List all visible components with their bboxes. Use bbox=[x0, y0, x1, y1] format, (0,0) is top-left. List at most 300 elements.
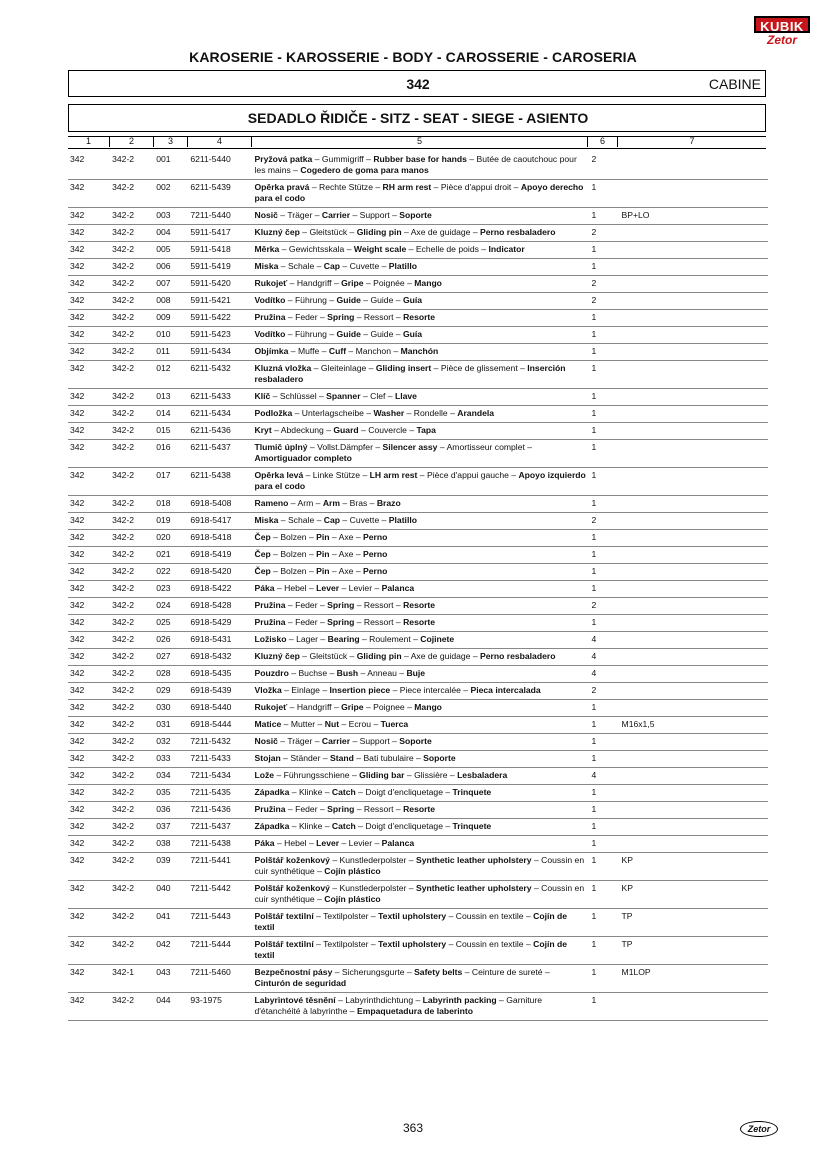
row-description-cell: Měrka – Gewichtsskala – Weight scale – Echelle de poids – Indicator bbox=[253, 242, 590, 259]
zetor-footer-logo: Zetor bbox=[740, 1121, 778, 1137]
row-position-cell: 035 bbox=[154, 785, 188, 802]
row-part-number-cell: 6211-5436 bbox=[188, 423, 252, 440]
row-subgroup-cell: 342-2 bbox=[110, 717, 154, 734]
row-position-cell: 020 bbox=[154, 530, 188, 547]
table-row bbox=[68, 785, 768, 802]
table-row bbox=[68, 909, 768, 937]
page-number: 363 bbox=[402, 1121, 424, 1135]
row-part-number-cell: 6918-5435 bbox=[188, 666, 252, 683]
row-subgroup-cell: 342-2 bbox=[110, 666, 154, 683]
row-description-cell: Bezpečnostní pásy – Sicherungsgurte – Safety belts – Ceinture de sureté – Cinturón de seguridad bbox=[253, 965, 590, 993]
row-part-number-cell: 7211-5433 bbox=[188, 751, 252, 768]
row-description-cell: Kluzný čep – Gleitstück – Gliding pin – Axe de guidage – Perno resbaladero bbox=[253, 225, 590, 242]
row-quantity-cell: 1 bbox=[589, 802, 619, 819]
table-row bbox=[68, 208, 768, 225]
table-row bbox=[68, 819, 768, 836]
row-note-cell bbox=[620, 547, 768, 564]
row-subgroup-cell: 342-2 bbox=[110, 344, 154, 361]
row-description-cell: Pouzdro – Buchse – Bush – Anneau – Buje bbox=[253, 666, 590, 683]
table-row bbox=[68, 423, 768, 440]
row-description-cell: Pružina – Feder – Spring – Ressort – Resorte bbox=[253, 310, 590, 327]
column-header: 2 bbox=[110, 136, 154, 147]
row-quantity-cell: 1 bbox=[589, 440, 619, 468]
row-note-cell bbox=[620, 242, 768, 259]
table-row bbox=[68, 468, 768, 496]
row-quantity-cell: 4 bbox=[589, 768, 619, 785]
row-quantity-cell: 1 bbox=[589, 327, 619, 344]
row-group-cell: 342 bbox=[68, 389, 110, 406]
row-description-cell: Čep – Bolzen – Pin – Axe – Perno bbox=[253, 530, 590, 547]
row-note-cell bbox=[620, 468, 768, 496]
row-quantity-cell: 1 bbox=[589, 547, 619, 564]
row-note-cell bbox=[620, 180, 768, 208]
table-row bbox=[68, 802, 768, 819]
row-part-number-cell: 5911-5418 bbox=[188, 242, 252, 259]
row-subgroup-cell: 342-2 bbox=[110, 598, 154, 615]
row-quantity-cell: 1 bbox=[589, 734, 619, 751]
row-part-number-cell: 6918-5408 bbox=[188, 496, 252, 513]
row-quantity-cell: 1 bbox=[589, 853, 619, 881]
row-subgroup-cell: 342-2 bbox=[110, 819, 154, 836]
row-group-cell: 342 bbox=[68, 734, 110, 751]
row-part-number-cell: 7211-5441 bbox=[188, 853, 252, 881]
row-subgroup-cell: 342-2 bbox=[110, 581, 154, 598]
row-position-cell: 022 bbox=[154, 564, 188, 581]
table-row bbox=[68, 853, 768, 881]
row-description-cell: Vodítko – Führung – Guide – Guide – Guía bbox=[253, 293, 590, 310]
row-quantity-cell: 1 bbox=[589, 909, 619, 937]
row-subgroup-cell: 342-2 bbox=[110, 327, 154, 344]
row-note-cell bbox=[620, 785, 768, 802]
table-row bbox=[68, 993, 768, 1021]
row-description-cell: Západka – Klinke – Catch – Doigt d'encliquetage – Trinquete bbox=[253, 819, 590, 836]
row-position-cell: 033 bbox=[154, 751, 188, 768]
column-header: 3 bbox=[154, 136, 188, 147]
row-group-cell: 342 bbox=[68, 423, 110, 440]
row-quantity-cell: 1 bbox=[589, 406, 619, 423]
table-row bbox=[68, 666, 768, 683]
row-group-cell: 342 bbox=[68, 819, 110, 836]
table-row bbox=[68, 242, 768, 259]
table-row bbox=[68, 225, 768, 242]
row-part-number-cell: 5911-5420 bbox=[188, 276, 252, 293]
row-part-number-cell: 93-1975 bbox=[188, 993, 252, 1021]
parts-table bbox=[68, 152, 768, 1021]
row-note-cell bbox=[620, 666, 768, 683]
row-group-cell: 342 bbox=[68, 802, 110, 819]
row-part-number-cell: 6918-5439 bbox=[188, 683, 252, 700]
row-note-cell: KP bbox=[620, 853, 768, 881]
table-row bbox=[68, 836, 768, 853]
row-quantity-cell: 2 bbox=[589, 598, 619, 615]
row-note-cell bbox=[620, 649, 768, 666]
row-description-cell: Vodítko – Führung – Guide – Guide – Guía bbox=[253, 327, 590, 344]
section-number: 342 bbox=[406, 76, 430, 92]
row-part-number-cell: 6211-5433 bbox=[188, 389, 252, 406]
row-note-cell bbox=[620, 513, 768, 530]
row-quantity-cell: 1 bbox=[589, 717, 619, 734]
row-position-cell: 027 bbox=[154, 649, 188, 666]
row-part-number-cell: 7211-5432 bbox=[188, 734, 252, 751]
row-note-cell bbox=[620, 293, 768, 310]
row-note-cell bbox=[620, 440, 768, 468]
kubik-zetor-logo bbox=[754, 16, 810, 52]
row-position-cell: 007 bbox=[154, 276, 188, 293]
row-quantity-cell: 1 bbox=[589, 208, 619, 225]
row-description-cell: Rameno – Arm – Arm – Bras – Brazo bbox=[253, 496, 590, 513]
row-group-cell: 342 bbox=[68, 361, 110, 389]
row-description-cell: Opěrka pravá – Rechte Stütze – RH arm rest – Pièce d'appui droit – Apoyo derecho para el codo bbox=[253, 180, 590, 208]
row-subgroup-cell: 342-2 bbox=[110, 468, 154, 496]
row-subgroup-cell: 342-2 bbox=[110, 530, 154, 547]
table-row bbox=[68, 598, 768, 615]
table-row bbox=[68, 683, 768, 700]
row-position-cell: 004 bbox=[154, 225, 188, 242]
row-position-cell: 024 bbox=[154, 598, 188, 615]
row-group-cell: 342 bbox=[68, 152, 110, 180]
row-position-cell: 014 bbox=[154, 406, 188, 423]
row-group-cell: 342 bbox=[68, 406, 110, 423]
row-quantity-cell: 1 bbox=[589, 751, 619, 768]
row-position-cell: 030 bbox=[154, 700, 188, 717]
row-quantity-cell: 2 bbox=[589, 225, 619, 242]
row-group-cell: 342 bbox=[68, 785, 110, 802]
table-row bbox=[68, 361, 768, 389]
row-description-cell: Západka – Klinke – Catch – Doigt d'encliquetage – Trinquete bbox=[253, 785, 590, 802]
row-part-number-cell: 6918-5419 bbox=[188, 547, 252, 564]
row-part-number-cell: 6211-5434 bbox=[188, 406, 252, 423]
row-position-cell: 026 bbox=[154, 632, 188, 649]
row-description-cell: Rukojeť – Handgriff – Gripe – Poignee – Mango bbox=[253, 700, 590, 717]
row-subgroup-cell: 342-1 bbox=[110, 965, 154, 993]
row-subgroup-cell: 342-2 bbox=[110, 389, 154, 406]
row-part-number-cell: 6211-5438 bbox=[188, 468, 252, 496]
row-part-number-cell: 7211-5435 bbox=[188, 785, 252, 802]
row-subgroup-cell: 342-2 bbox=[110, 909, 154, 937]
row-part-number-cell: 7211-5436 bbox=[188, 802, 252, 819]
row-part-number-cell: 6918-5417 bbox=[188, 513, 252, 530]
row-subgroup-cell: 342-2 bbox=[110, 259, 154, 276]
row-position-cell: 002 bbox=[154, 180, 188, 208]
row-position-cell: 012 bbox=[154, 361, 188, 389]
row-group-cell: 342 bbox=[68, 581, 110, 598]
row-position-cell: 032 bbox=[154, 734, 188, 751]
row-note-cell: TP bbox=[620, 909, 768, 937]
row-group-cell: 342 bbox=[68, 632, 110, 649]
row-note-cell bbox=[620, 361, 768, 389]
row-quantity-cell: 4 bbox=[589, 666, 619, 683]
row-note-cell bbox=[620, 836, 768, 853]
table-row bbox=[68, 276, 768, 293]
row-group-cell: 342 bbox=[68, 440, 110, 468]
row-part-number-cell: 7211-5442 bbox=[188, 881, 252, 909]
row-description-cell: Lože – Führungsschiene – Gliding bar – Glissière – Lesbaladera bbox=[253, 768, 590, 785]
row-description-cell: Pružina – Feder – Spring – Ressort – Resorte bbox=[253, 598, 590, 615]
table-row bbox=[68, 496, 768, 513]
table-row bbox=[68, 768, 768, 785]
row-position-cell: 008 bbox=[154, 293, 188, 310]
row-description-cell: Polštář textilní – Textilpolster – Textil upholstery – Coussin en textile – Cojín de textil bbox=[253, 937, 590, 965]
row-position-cell: 044 bbox=[154, 993, 188, 1021]
row-subgroup-cell: 342-2 bbox=[110, 513, 154, 530]
row-note-cell bbox=[620, 344, 768, 361]
row-part-number-cell: 6211-5437 bbox=[188, 440, 252, 468]
row-note-cell: BP+LO bbox=[620, 208, 768, 225]
row-part-number-cell: 5911-5417 bbox=[188, 225, 252, 242]
row-group-cell: 342 bbox=[68, 615, 110, 632]
row-note-cell bbox=[620, 615, 768, 632]
table-row bbox=[68, 632, 768, 649]
row-part-number-cell: 6918-5428 bbox=[188, 598, 252, 615]
row-group-cell: 342 bbox=[68, 242, 110, 259]
table-row bbox=[68, 581, 768, 598]
table-row bbox=[68, 649, 768, 666]
row-position-cell: 006 bbox=[154, 259, 188, 276]
row-quantity-cell: 1 bbox=[589, 581, 619, 598]
row-quantity-cell: 1 bbox=[589, 259, 619, 276]
table-row bbox=[68, 406, 768, 423]
row-group-cell: 342 bbox=[68, 259, 110, 276]
row-position-cell: 009 bbox=[154, 310, 188, 327]
section-name: CABINE bbox=[708, 76, 761, 92]
column-header: 6 bbox=[588, 136, 618, 147]
row-description-cell: Pružina – Feder – Spring – Ressort – Resorte bbox=[253, 615, 590, 632]
row-position-cell: 011 bbox=[154, 344, 188, 361]
row-position-cell: 040 bbox=[154, 881, 188, 909]
row-subgroup-cell: 342-2 bbox=[110, 276, 154, 293]
row-description-cell: Páka – Hebel – Lever – Levier – Palanca bbox=[253, 836, 590, 853]
row-position-cell: 003 bbox=[154, 208, 188, 225]
column-header-row bbox=[68, 136, 766, 149]
row-part-number-cell: 6918-5432 bbox=[188, 649, 252, 666]
row-quantity-cell: 1 bbox=[589, 937, 619, 965]
row-subgroup-cell: 342-2 bbox=[110, 768, 154, 785]
row-quantity-cell: 1 bbox=[589, 361, 619, 389]
row-position-cell: 021 bbox=[154, 547, 188, 564]
row-subgroup-cell: 342-2 bbox=[110, 293, 154, 310]
row-group-cell: 342 bbox=[68, 853, 110, 881]
row-note-cell bbox=[620, 225, 768, 242]
row-subgroup-cell: 342-2 bbox=[110, 881, 154, 909]
row-note-cell bbox=[620, 751, 768, 768]
table-row bbox=[68, 615, 768, 632]
row-quantity-cell: 1 bbox=[589, 993, 619, 1021]
row-part-number-cell: 6211-5432 bbox=[188, 361, 252, 389]
row-group-cell: 342 bbox=[68, 547, 110, 564]
row-subgroup-cell: 342-2 bbox=[110, 751, 154, 768]
row-description-cell: Objímka – Muffe – Cuff – Manchon – Manchón bbox=[253, 344, 590, 361]
row-note-cell bbox=[620, 496, 768, 513]
row-part-number-cell: 6918-5444 bbox=[188, 717, 252, 734]
row-position-cell: 041 bbox=[154, 909, 188, 937]
row-subgroup-cell: 342-2 bbox=[110, 785, 154, 802]
row-subgroup-cell: 342-2 bbox=[110, 734, 154, 751]
table-row bbox=[68, 389, 768, 406]
row-group-cell: 342 bbox=[68, 909, 110, 937]
row-description-cell: Kluzný čep – Gleitstück – Gliding pin – Axe de guidage – Perno resbaladero bbox=[253, 649, 590, 666]
row-position-cell: 018 bbox=[154, 496, 188, 513]
row-part-number-cell: 7211-5438 bbox=[188, 836, 252, 853]
row-subgroup-cell: 342-2 bbox=[110, 423, 154, 440]
row-description-cell: Stojan – Ständer – Stand – Bati tubulaire – Soporte bbox=[253, 751, 590, 768]
row-note-cell bbox=[620, 993, 768, 1021]
row-part-number-cell: 6918-5429 bbox=[188, 615, 252, 632]
table-row bbox=[68, 700, 768, 717]
row-note-cell bbox=[620, 276, 768, 293]
row-description-cell: Miska – Schale – Cap – Cuvette – Platillo bbox=[253, 259, 590, 276]
row-subgroup-cell: 342-2 bbox=[110, 632, 154, 649]
row-subgroup-cell: 342-2 bbox=[110, 649, 154, 666]
row-note-cell bbox=[620, 632, 768, 649]
row-quantity-cell: 4 bbox=[589, 649, 619, 666]
row-quantity-cell: 4 bbox=[589, 632, 619, 649]
row-group-cell: 342 bbox=[68, 993, 110, 1021]
row-group-cell: 342 bbox=[68, 717, 110, 734]
table-row bbox=[68, 530, 768, 547]
row-description-cell: Pružina – Feder – Spring – Ressort – Resorte bbox=[253, 802, 590, 819]
row-quantity-cell: 1 bbox=[589, 700, 619, 717]
row-position-cell: 017 bbox=[154, 468, 188, 496]
row-quantity-cell: 2 bbox=[589, 293, 619, 310]
row-quantity-cell: 1 bbox=[589, 389, 619, 406]
row-subgroup-cell: 342-2 bbox=[110, 152, 154, 180]
row-part-number-cell: 6211-5439 bbox=[188, 180, 252, 208]
row-part-number-cell: 7211-5440 bbox=[188, 208, 252, 225]
row-part-number-cell: 6918-5418 bbox=[188, 530, 252, 547]
row-group-cell: 342 bbox=[68, 965, 110, 993]
row-note-cell bbox=[620, 768, 768, 785]
row-part-number-cell: 6918-5431 bbox=[188, 632, 252, 649]
row-part-number-cell: 5911-5423 bbox=[188, 327, 252, 344]
row-group-cell: 342 bbox=[68, 700, 110, 717]
row-position-cell: 023 bbox=[154, 581, 188, 598]
table-row bbox=[68, 327, 768, 344]
row-part-number-cell: 5911-5421 bbox=[188, 293, 252, 310]
row-note-cell bbox=[620, 683, 768, 700]
row-group-cell: 342 bbox=[68, 513, 110, 530]
column-header: 7 bbox=[689, 136, 695, 146]
row-subgroup-cell: 342-2 bbox=[110, 361, 154, 389]
row-subgroup-cell: 342-2 bbox=[110, 802, 154, 819]
row-group-cell: 342 bbox=[68, 344, 110, 361]
row-group-cell: 342 bbox=[68, 836, 110, 853]
table-row bbox=[68, 344, 768, 361]
row-part-number-cell: 6918-5420 bbox=[188, 564, 252, 581]
row-note-cell bbox=[620, 423, 768, 440]
row-group-cell: 342 bbox=[68, 881, 110, 909]
row-group-cell: 342 bbox=[68, 937, 110, 965]
row-description-cell: Klíč – Schlüssel – Spanner – Clef – Llave bbox=[253, 389, 590, 406]
row-part-number-cell: 6918-5440 bbox=[188, 700, 252, 717]
table-row bbox=[68, 259, 768, 276]
row-group-cell: 342 bbox=[68, 564, 110, 581]
row-quantity-cell: 1 bbox=[589, 344, 619, 361]
row-description-cell: Nosič – Träger – Carrier – Support – Soporte bbox=[253, 208, 590, 225]
row-group-cell: 342 bbox=[68, 683, 110, 700]
row-note-cell: TP bbox=[620, 937, 768, 965]
row-part-number-cell: 7211-5460 bbox=[188, 965, 252, 993]
row-group-cell: 342 bbox=[68, 598, 110, 615]
row-quantity-cell: 1 bbox=[589, 564, 619, 581]
row-quantity-cell: 1 bbox=[589, 615, 619, 632]
table-row bbox=[68, 717, 768, 734]
column-header: 4 bbox=[188, 136, 252, 147]
row-subgroup-cell: 342-2 bbox=[110, 242, 154, 259]
row-position-cell: 037 bbox=[154, 819, 188, 836]
row-group-cell: 342 bbox=[68, 496, 110, 513]
row-position-cell: 036 bbox=[154, 802, 188, 819]
row-quantity-cell: 1 bbox=[589, 785, 619, 802]
row-part-number-cell: 5911-5434 bbox=[188, 344, 252, 361]
row-group-cell: 342 bbox=[68, 768, 110, 785]
table-row bbox=[68, 310, 768, 327]
row-description-cell: Kryt – Abdeckung – Guard – Couvercle – Tapa bbox=[253, 423, 590, 440]
catalog-title: KAROSERIE - KAROSSERIE - BODY - CAROSSERIE - CAROSERIA bbox=[189, 49, 637, 65]
row-group-cell: 342 bbox=[68, 310, 110, 327]
row-note-cell bbox=[620, 327, 768, 344]
row-description-cell: Miska – Schale – Cap – Cuvette – Platillo bbox=[253, 513, 590, 530]
row-position-cell: 034 bbox=[154, 768, 188, 785]
table-row bbox=[68, 751, 768, 768]
row-position-cell: 028 bbox=[154, 666, 188, 683]
row-subgroup-cell: 342-2 bbox=[110, 993, 154, 1021]
table-row bbox=[68, 965, 768, 993]
row-group-cell: 342 bbox=[68, 751, 110, 768]
row-quantity-cell: 1 bbox=[589, 423, 619, 440]
table-row bbox=[68, 881, 768, 909]
row-group-cell: 342 bbox=[68, 666, 110, 683]
group-title-box bbox=[68, 104, 766, 132]
column-header: 1 bbox=[68, 136, 110, 147]
row-subgroup-cell: 342-2 bbox=[110, 937, 154, 965]
row-group-cell: 342 bbox=[68, 293, 110, 310]
row-quantity-cell: 1 bbox=[589, 310, 619, 327]
row-note-cell bbox=[620, 700, 768, 717]
row-position-cell: 042 bbox=[154, 937, 188, 965]
row-note-cell: KP bbox=[620, 881, 768, 909]
row-subgroup-cell: 342-2 bbox=[110, 683, 154, 700]
row-quantity-cell: 2 bbox=[589, 513, 619, 530]
row-quantity-cell: 1 bbox=[589, 819, 619, 836]
group-title: SEDADLO ŘIDIČE - SITZ - SEAT - SIEGE - ASIENTO bbox=[247, 110, 589, 126]
row-quantity-cell: 1 bbox=[589, 965, 619, 993]
row-subgroup-cell: 342-2 bbox=[110, 208, 154, 225]
row-note-cell bbox=[620, 734, 768, 751]
logo-zetor-text: Zetor bbox=[767, 33, 797, 47]
row-quantity-cell: 1 bbox=[589, 242, 619, 259]
row-subgroup-cell: 342-2 bbox=[110, 836, 154, 853]
table-row bbox=[68, 734, 768, 751]
row-description-cell: Tlumič úplný – Vollst.Dämpfer – Silencer assy – Amortisseur complet – Amortiguador completo bbox=[253, 440, 590, 468]
table-row bbox=[68, 547, 768, 564]
row-position-cell: 038 bbox=[154, 836, 188, 853]
row-quantity-cell: 1 bbox=[589, 881, 619, 909]
row-subgroup-cell: 342-2 bbox=[110, 496, 154, 513]
row-quantity-cell: 2 bbox=[589, 683, 619, 700]
row-description-cell: Polštář textilní – Textilpolster – Textil upholstery – Coussin en textile – Cojín de textil bbox=[253, 909, 590, 937]
row-note-cell bbox=[620, 598, 768, 615]
row-subgroup-cell: 342-2 bbox=[110, 440, 154, 468]
row-position-cell: 043 bbox=[154, 965, 188, 993]
row-position-cell: 001 bbox=[154, 152, 188, 180]
table-row bbox=[68, 937, 768, 965]
row-description-cell: Podložka – Unterlagscheibe – Washer – Rondelle – Arandela bbox=[253, 406, 590, 423]
row-description-cell: Vložka – Einlage – Insertion piece – Piece intercalée – Pieca intercalada bbox=[253, 683, 590, 700]
row-note-cell bbox=[620, 152, 768, 180]
row-description-cell: Matice – Mutter – Nut – Ecrou – Tuerca bbox=[253, 717, 590, 734]
row-group-cell: 342 bbox=[68, 225, 110, 242]
row-part-number-cell: 7211-5434 bbox=[188, 768, 252, 785]
